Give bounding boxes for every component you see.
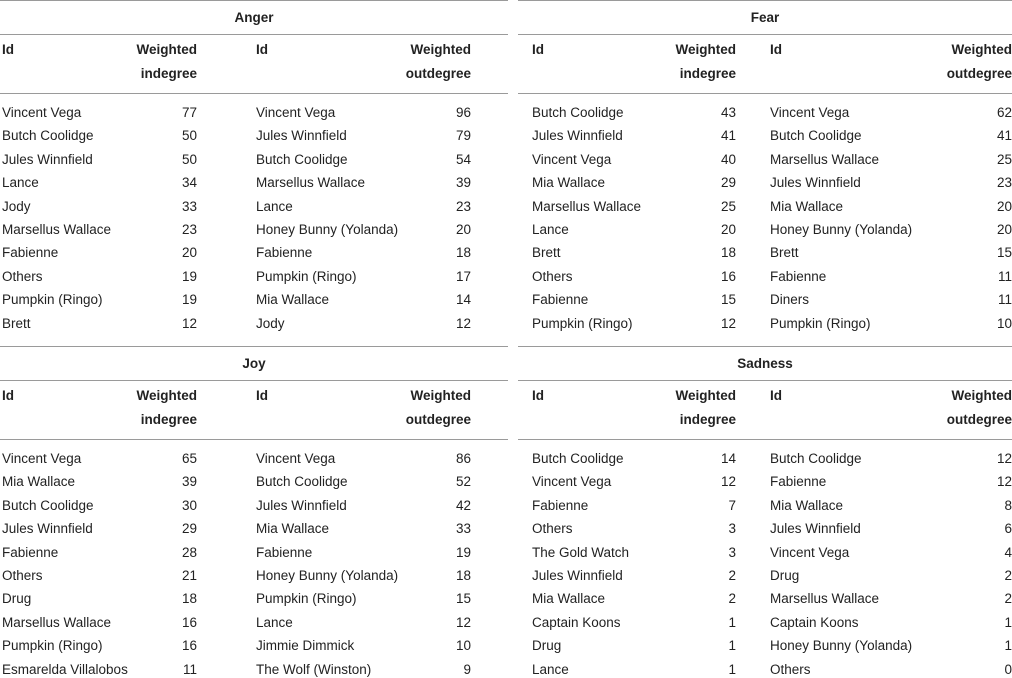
outdegree-id-cell: Vincent Vega [256,451,336,466]
indegree-value-cell: 20 [720,222,736,237]
indegree-value-cell: 25 [720,198,736,214]
indegree-value-cell: 50 [181,128,197,144]
indegree-value-cell: 39 [181,474,197,490]
indegree-value-cell: 2 [728,591,736,607]
indegree-id-cell: Esmarelda Villalobos [2,661,128,677]
indegree-id-cell: Butch Coolidge [2,497,94,513]
indegree-value-cell: 1 [728,661,736,677]
outdegree-value-cell: 25 [996,151,1012,167]
section-anger [0,0,508,332]
indegree-id-cell: Mia Wallace [2,474,76,490]
outdegree-value-cell: 42 [455,497,471,513]
outdegree-id-cell: Drug [770,568,800,583]
outdegree-id-cell: Jimmie Dimmick [256,638,355,654]
outdegree-value-cell: 17 [455,268,471,284]
outdegree-id-cell: Honey Bunny (Yolanda) [770,222,913,237]
outdegree-id-cell: Jules Winnfield [256,497,347,513]
outdegree-value-cell: 54 [455,151,471,167]
outdegree-id-cell: Honey Bunny (Yolanda) [256,568,399,583]
indegree-id-cell: Jules Winnfield [532,128,623,144]
outdegree-id-cell: Butch Coolidge [256,151,348,167]
column-header-weighted: Weighted [410,42,471,57]
outdegree-value-cell: 23 [455,198,471,214]
outdegree-id-cell: Mia Wallace [256,521,330,537]
outdegree-id-cell: Fabienne [256,544,313,560]
outdegree-value-cell: 15 [996,245,1012,261]
outdegree-value-cell: 33 [455,521,471,537]
outdegree-value-cell: 52 [455,474,471,490]
outdegree-id-cell: Vincent Vega [770,544,850,560]
outdegree-value-cell: 2 [1004,591,1012,607]
indegree-value-cell: 16 [181,614,197,630]
column-header-outdegree: outdegree [946,412,1012,427]
outdegree-id-cell: Honey Bunny (Yolanda) [770,638,913,654]
column-header-indegree: indegree [679,412,736,427]
indegree-value-cell: 18 [720,245,736,261]
outdegree-value-cell: 79 [455,128,471,144]
indegree-value-cell: 3 [728,521,736,537]
indegree-value-cell: 29 [720,175,736,191]
outdegree-id-cell: Lance [256,614,293,630]
indegree-value-cell: 23 [181,222,197,237]
indegree-id-cell: Butch Coolidge [532,105,624,120]
outdegree-value-cell: 8 [1004,497,1012,513]
indegree-value-cell: 30 [181,497,197,513]
indegree-value-cell: 1 [728,614,736,630]
indegree-value-cell: 16 [181,638,197,654]
indegree-id-cell: Jules Winnfield [2,521,93,537]
outdegree-value-cell: 6 [1004,521,1012,537]
indegree-id-cell: Jules Winnfield [532,568,623,583]
indegree-value-cell: 65 [181,451,197,466]
outdegree-value-cell: 9 [463,661,471,677]
indegree-id-cell: Vincent Vega [2,105,82,120]
outdegree-id-cell: The Wolf (Winston) [256,661,372,677]
outdegree-id-cell: Marsellus Wallace [770,591,880,607]
indegree-value-cell: 34 [181,175,197,191]
column-header-indegree: indegree [679,66,736,81]
indegree-id-cell: Captain Koons [532,614,621,630]
outdegree-id-cell: Butch Coolidge [770,128,862,144]
indegree-id-cell: Fabienne [2,544,59,560]
column-header-id: Id [532,388,544,403]
indegree-id-cell: Jules Winnfield [2,151,93,167]
indegree-id-cell: Pumpkin (Ringo) [532,315,633,331]
section-title: Anger [234,10,274,25]
outdegree-id-cell: Jules Winnfield [770,521,861,537]
outdegree-value-cell: 2 [1004,568,1012,583]
indegree-id-cell: Marsellus Wallace [2,222,112,237]
outdegree-value-cell: 20 [996,198,1012,214]
column-header-id: Id [770,388,782,403]
section-title-rule [0,380,508,381]
outdegree-value-cell: 19 [455,544,471,560]
outdegree-id-cell: Pumpkin (Ringo) [256,591,357,607]
section-top-rule [518,346,1012,347]
indegree-value-cell: 77 [181,105,197,120]
header-rule [0,439,508,440]
indegree-value-cell: 11 [182,661,197,677]
indegree-id-cell: Others [532,521,573,537]
outdegree-value-cell: 1 [1004,638,1012,654]
indegree-id-cell: Pumpkin (Ringo) [2,292,103,308]
section-sadness [518,346,1012,678]
indegree-id-cell: Mia Wallace [532,175,606,191]
outdegree-value-cell: 23 [996,175,1012,191]
outdegree-value-cell: 86 [455,451,471,466]
indegree-value-cell: 50 [181,151,197,167]
indegree-value-cell: 12 [720,315,736,331]
indegree-value-cell: 40 [720,151,736,167]
outdegree-value-cell: 14 [455,292,471,308]
indegree-value-cell: 1 [728,638,736,654]
header-rule [518,439,1012,440]
indegree-value-cell: 33 [181,198,197,214]
section-joy [0,346,508,678]
outdegree-id-cell: Mia Wallace [770,198,844,214]
indegree-id-cell: Vincent Vega [2,451,82,466]
indegree-id-cell: Vincent Vega [532,474,612,490]
outdegree-id-cell: Jules Winnfield [256,128,347,144]
column-header-outdegree: outdegree [946,66,1012,81]
section-title-rule [0,34,508,35]
indegree-value-cell: 21 [181,568,197,583]
indegree-value-cell: 7 [728,497,736,513]
indegree-value-cell: 19 [181,292,197,308]
section-title: Sadness [737,356,793,371]
column-header-weighted: Weighted [951,42,1012,57]
outdegree-value-cell: 12 [455,315,471,331]
section-title: Fear [750,10,780,25]
indegree-value-cell: 28 [181,544,197,560]
header-rule [0,93,508,94]
indegree-id-cell: Fabienne [532,497,589,513]
outdegree-value-cell: 15 [455,591,471,607]
outdegree-id-cell: Mia Wallace [256,292,330,308]
indegree-id-cell: Others [532,268,573,284]
outdegree-id-cell: Lance [256,198,293,214]
indegree-value-cell: 41 [720,128,736,144]
indegree-value-cell: 12 [181,315,197,331]
indegree-value-cell: 29 [181,521,197,537]
indegree-id-cell: The Gold Watch [532,544,630,560]
outdegree-value-cell: 20 [996,222,1012,237]
indegree-id-cell: Butch Coolidge [2,128,94,144]
indegree-id-cell: Lance [532,661,569,677]
outdegree-id-cell: Diners [770,292,810,308]
indegree-id-cell: Fabienne [2,245,59,261]
outdegree-value-cell: 62 [996,105,1012,120]
outdegree-value-cell: 18 [455,245,471,261]
outdegree-id-cell: Brett [770,245,799,261]
section-fear [518,0,1012,332]
outdegree-value-cell: 18 [455,568,471,583]
indegree-id-cell: Marsellus Wallace [2,614,112,630]
outdegree-id-cell: Vincent Vega [770,105,850,120]
outdegree-id-cell: Others [770,661,811,677]
outdegree-value-cell: 11 [997,292,1012,308]
section-title: Joy [242,356,266,371]
outdegree-value-cell: 12 [996,451,1012,466]
indegree-id-cell: Others [2,268,43,284]
indegree-id-cell: Drug [2,591,32,607]
column-header-indegree: indegree [140,412,197,427]
indegree-id-cell: Jody [2,198,31,214]
indegree-id-cell: Brett [532,245,561,261]
indegree-value-cell: 14 [720,451,736,466]
column-header-weighted: Weighted [951,388,1012,403]
outdegree-value-cell: 10 [996,315,1012,331]
section-title-rule [518,34,1012,35]
indegree-value-cell: 18 [181,591,197,607]
outdegree-value-cell: 1 [1004,614,1012,630]
indegree-value-cell: 3 [728,544,736,560]
indegree-value-cell: 43 [720,105,736,120]
column-header-id: Id [2,42,14,57]
outdegree-value-cell: 0 [1004,661,1012,677]
outdegree-value-cell: 12 [455,614,471,630]
outdegree-value-cell: 96 [455,105,471,120]
indegree-value-cell: 16 [720,268,736,284]
indegree-id-cell: Mia Wallace [532,591,606,607]
column-header-indegree: indegree [140,66,197,81]
indegree-id-cell: Lance [532,222,569,237]
column-header-outdegree: outdegree [405,66,471,81]
indegree-id-cell: Brett [2,315,31,331]
header-rule [518,93,1012,94]
outdegree-value-cell: 12 [996,474,1012,490]
outdegree-id-cell: Marsellus Wallace [770,151,880,167]
column-header-weighted: Weighted [675,388,736,403]
outdegree-value-cell: 41 [996,128,1012,144]
column-header-weighted: Weighted [136,42,197,57]
indegree-id-cell: Fabienne [532,292,589,308]
indegree-value-cell: 19 [181,268,197,284]
outdegree-id-cell: Honey Bunny (Yolanda) [256,222,399,237]
section-top-rule [0,346,508,347]
outdegree-value-cell: 20 [455,222,471,237]
indegree-value-cell: 12 [720,474,736,490]
indegree-id-cell: Vincent Vega [532,151,612,167]
column-header-id: Id [2,388,14,403]
indegree-id-cell: Drug [532,638,562,654]
column-header-weighted: Weighted [410,388,471,403]
column-header-id: Id [256,388,268,403]
outdegree-value-cell: 4 [1004,544,1012,560]
outdegree-id-cell: Fabienne [256,245,313,261]
outdegree-value-cell: 10 [455,638,471,654]
outdegree-id-cell: Fabienne [770,474,827,490]
outdegree-value-cell: 11 [997,268,1012,284]
column-header-id: Id [256,42,268,57]
column-header-weighted: Weighted [136,388,197,403]
outdegree-id-cell: Butch Coolidge [770,451,862,466]
indegree-value-cell: 2 [728,568,736,583]
outdegree-value-cell: 39 [455,175,471,191]
indegree-id-cell: Others [2,568,43,583]
outdegree-id-cell: Mia Wallace [770,497,844,513]
outdegree-id-cell: Pumpkin (Ringo) [770,315,871,331]
outdegree-id-cell: Butch Coolidge [256,474,348,490]
indegree-value-cell: 15 [720,292,736,308]
indegree-value-cell: 20 [181,245,197,261]
column-header-weighted: Weighted [675,42,736,57]
column-header-id: Id [532,42,544,57]
outdegree-id-cell: Jules Winnfield [770,175,861,191]
section-title-rule [518,380,1012,381]
indegree-id-cell: Butch Coolidge [532,451,624,466]
outdegree-id-cell: Vincent Vega [256,105,336,120]
outdegree-id-cell: Fabienne [770,268,827,284]
column-header-id: Id [770,42,782,57]
outdegree-id-cell: Marsellus Wallace [256,175,366,191]
outdegree-id-cell: Pumpkin (Ringo) [256,268,357,284]
outdegree-id-cell: Jody [256,315,285,331]
outdegree-id-cell: Captain Koons [770,614,859,630]
indegree-id-cell: Lance [2,175,39,191]
column-header-outdegree: outdegree [405,412,471,427]
indegree-id-cell: Marsellus Wallace [532,198,642,214]
section-top-rule [0,0,508,1]
section-top-rule [518,0,1012,1]
indegree-id-cell: Pumpkin (Ringo) [2,638,103,654]
